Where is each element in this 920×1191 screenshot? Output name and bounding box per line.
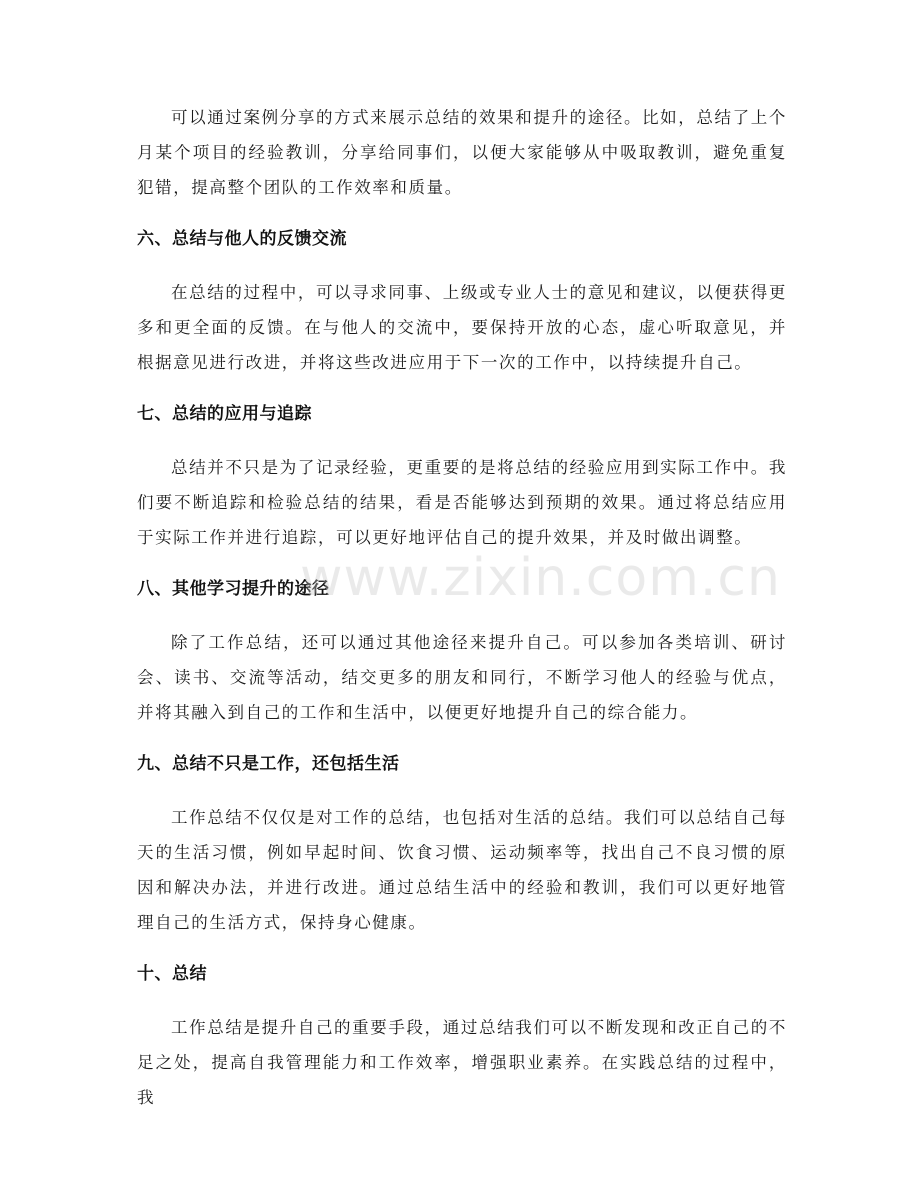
paragraph-other-learning: 除了工作总结，还可以通过其他途径来提升自己。可以参加各类培训、研讨会、读书、交流等活动，结交更多的朋友和同行，不断学习他人的经验与优点，并将其融入到自己的工作和生活中，以便更好地提升自己的综合能力。	[137, 633, 787, 722]
heading-other-learning: 八、其他学习提升的途径	[137, 579, 330, 599]
watermark: www.zixin.com.cn	[300, 548, 781, 608]
paragraph-conclusion: 工作总结是提升自己的重要手段，通过总结我们可以不断发现和改正自己的不足之处，提高自我管理能力和工作效率，增强职业素养。在实践总结的过程中，我	[137, 1018, 787, 1107]
paragraph-feedback: 在总结的过程中，可以寻求同事、上级或专业人士的意见和建议，以便获得更多和更全面的反馈。在与他人的交流中，要保持开放的心态，虚心听取意见，并根据意见进行改进，并将这些改进应用于下一次的工作中，以持续提升自己。	[137, 283, 787, 372]
heading-application: 七、总结的应用与追踪	[137, 404, 312, 424]
document-body	[137, 100, 787, 1115]
paragraph-application: 总结并不只是为了记录经验，更重要的是将总结的经验应用到实际工作中。我们要不断追踪和检验总结的结果，看是否能够达到预期的效果。通过将总结应用于实际工作并进行追踪，可以更好地评估自己的提升效果，并及时做出调整。	[137, 458, 787, 547]
heading-conclusion: 十、总结	[137, 964, 207, 984]
paragraph-case-sharing: 可以通过案例分享的方式来展示总结的效果和提升的途径。比如，总结了上个月某个项目的经验教训，分享给同事们，以便大家能够从中吸取教训，避免重复犯错，提高整个团队的工作效率和质量。	[137, 108, 787, 197]
heading-life: 九、总结不只是工作，还包括生活	[137, 754, 400, 774]
heading-feedback: 六、总结与他人的反馈交流	[137, 229, 347, 249]
paragraph-life: 工作总结不仅仅是对工作的总结，也包括对生活的总结。我们可以总结自己每天的生活习惯，例如早起时间、饮食习惯、运动频率等，找出自己不良习惯的原因和解决办法，并进行改进。通过总结生活中的经验和教训，我们可以更好地管理自己的生活方式，保持身心健康。	[137, 808, 787, 932]
